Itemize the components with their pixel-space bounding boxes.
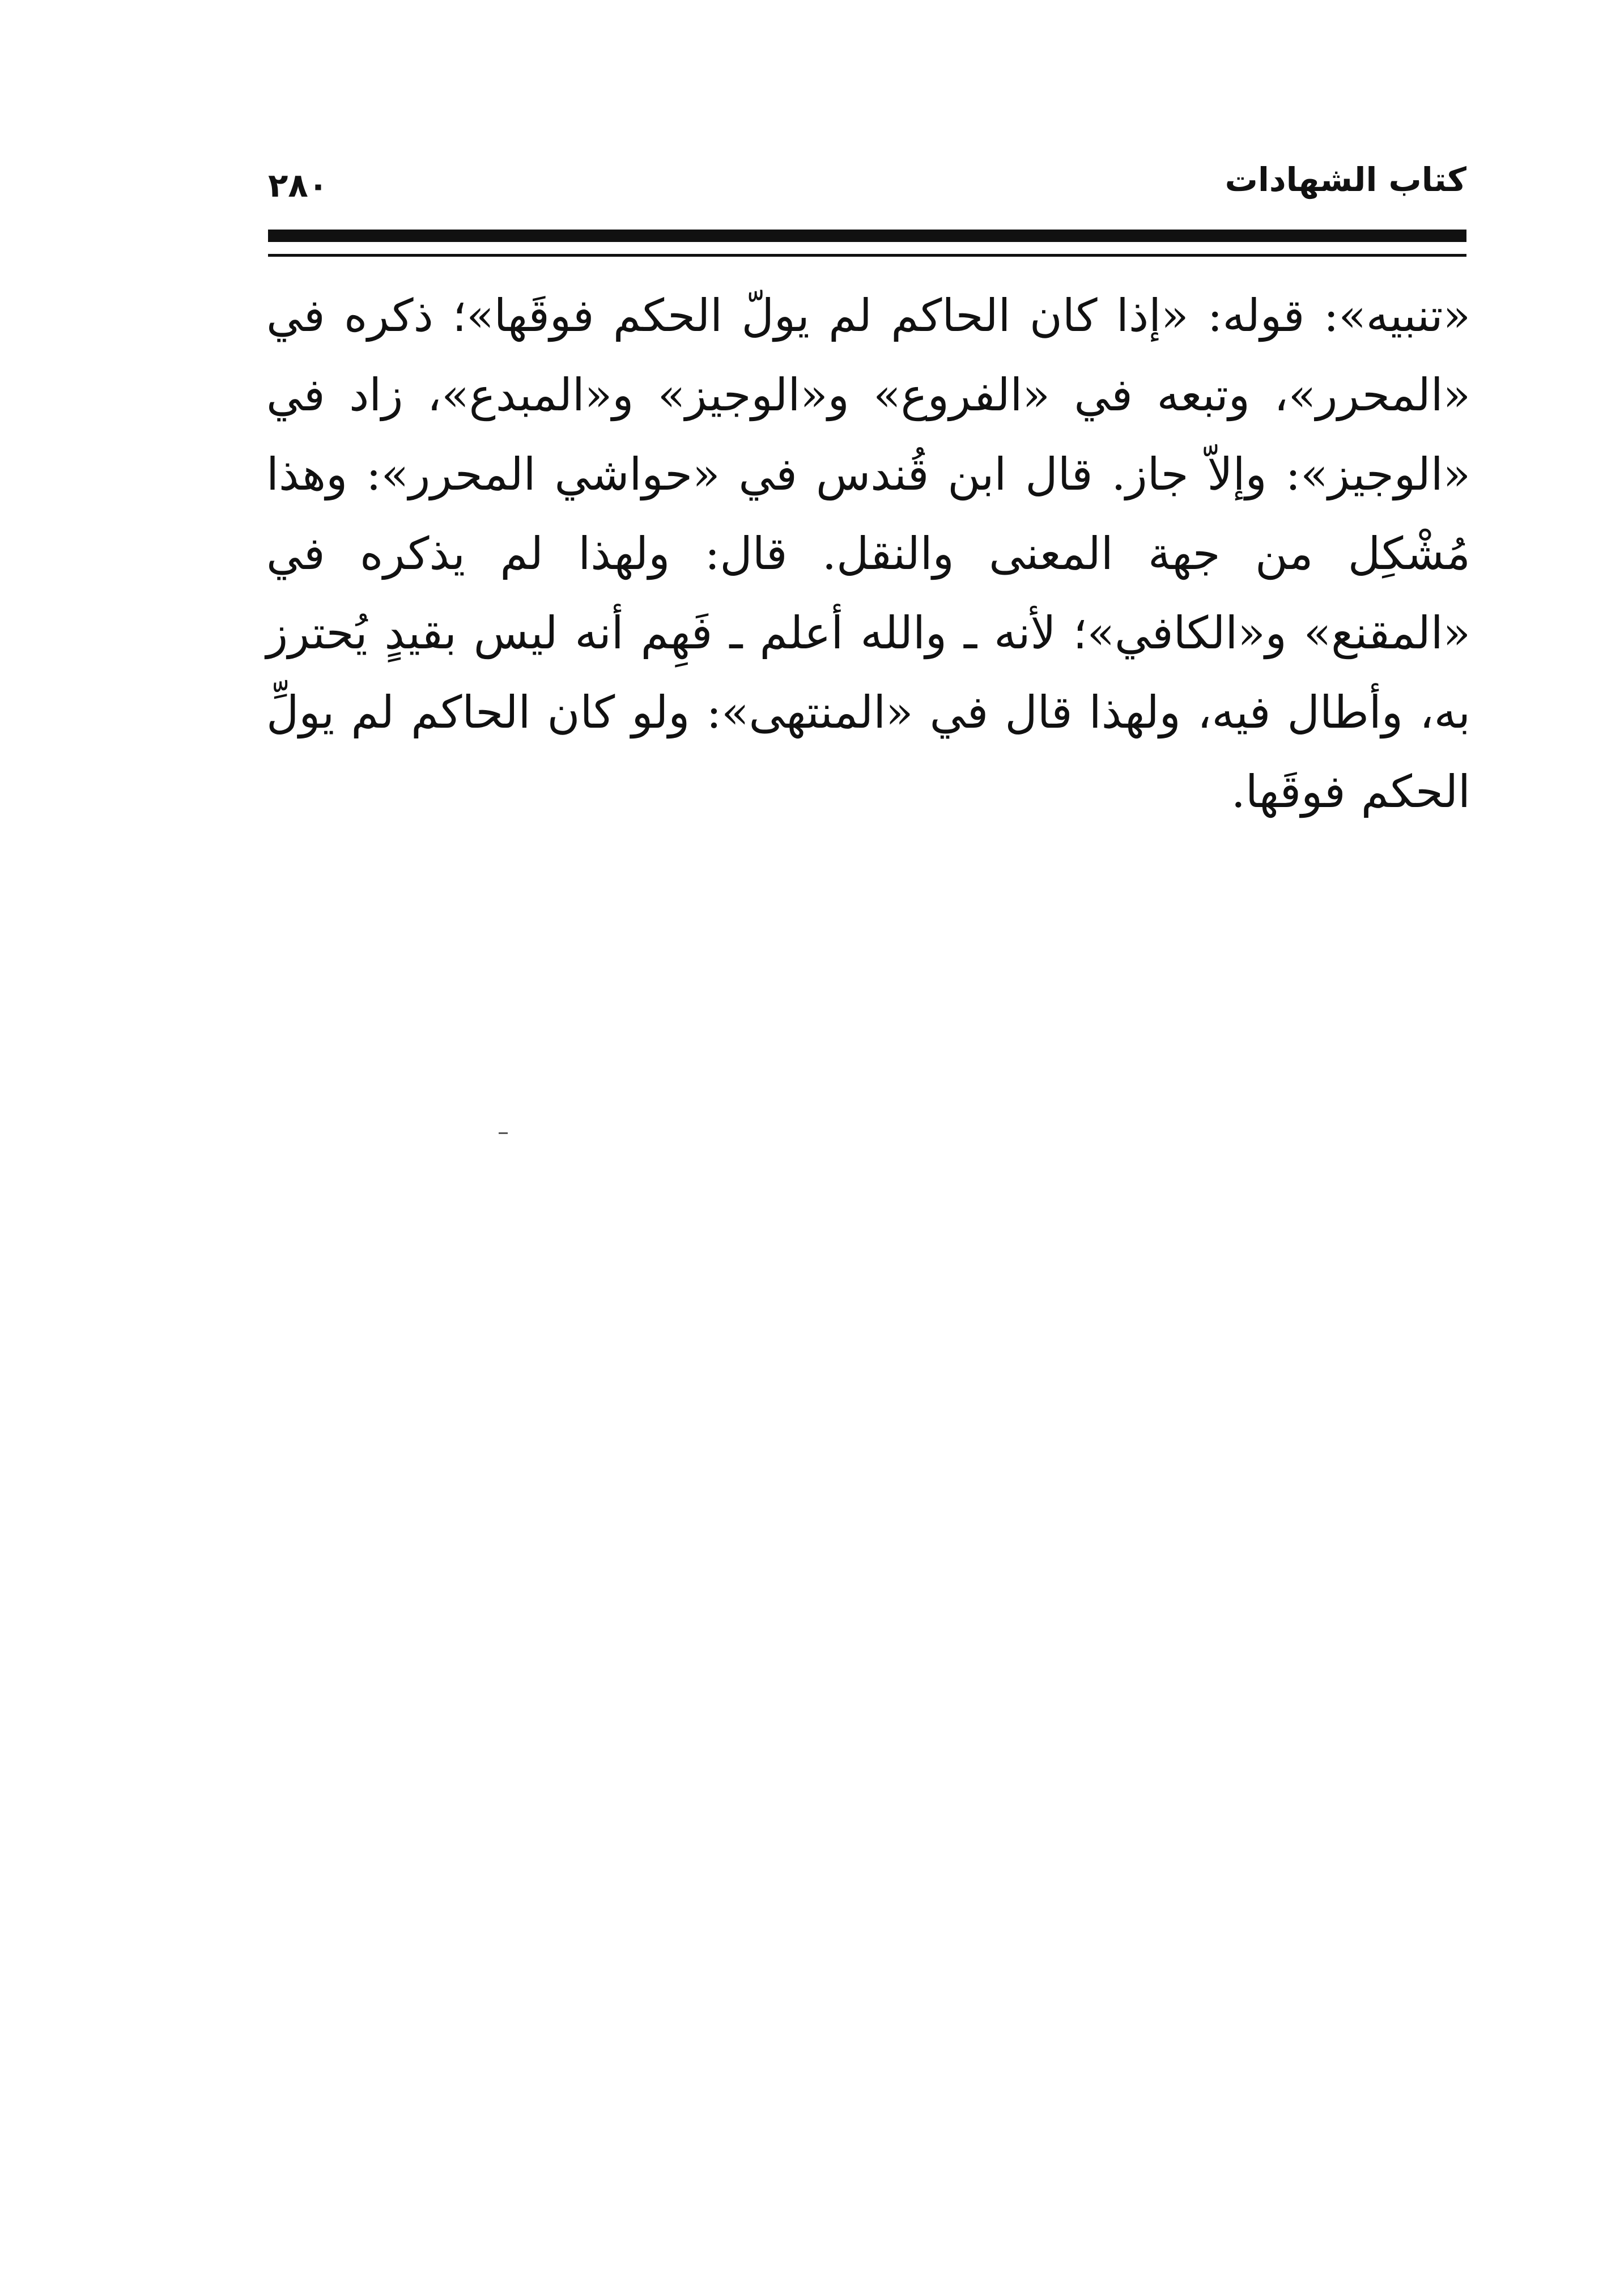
running-header (268, 160, 1466, 211)
scan-mark (499, 1132, 508, 1134)
header-rule-thick (268, 230, 1466, 242)
book-title: كتاب الشهادات (1225, 160, 1466, 199)
body-paragraph: «تنبيه»: قوله: «إذا كان الحاكم لم يولّ الحكم فوقَها»؛ ذكره في «المحرر»، وتبعه في «الفروع» و«الوجيز» و«المبدع»، زاد في «الوجيز»: وإلاّ جاز. قال ابن قُندس في «حواشي المحرر»: وهذا مُشْكِل من جهة المعنى والنقل. قال: ولهذا لم يذكره في «المقنع» و«الكافي»؛ لأنه ـ والله أعلم ـ فَهِم أنه ليس بقيدٍ يُحترز به، وأطال فيه، ولهذا قال في «المنتهى»: ولو كان الحاكم لم يولِّ الحكم فوقَها. (266, 290, 1470, 818)
header-rule-thin (268, 254, 1466, 257)
page-number: ٢٨٠ (268, 166, 329, 205)
